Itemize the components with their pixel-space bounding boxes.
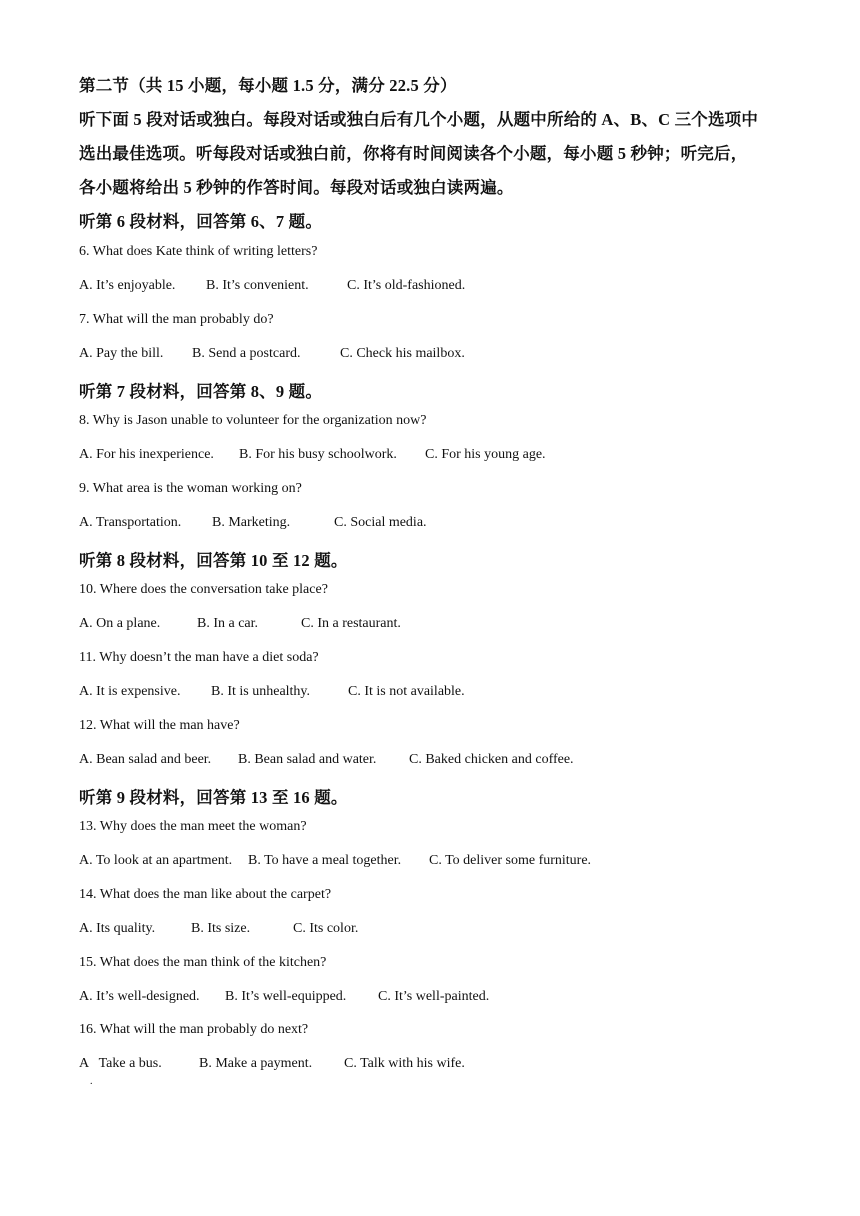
option-b: B. Send a postcard. [192,346,301,361]
option-a: A. Transportation. [79,515,182,530]
option-c: C. Its color. [293,921,359,936]
option-a: A. It is expensive. [79,684,181,699]
option-a: A. Its quality. [79,921,156,936]
option-b: B. Marketing. [212,515,291,530]
option-c: C. It’s old-fashioned. [347,278,466,293]
option-b: B. Its size. [191,921,251,936]
options-13 [79,853,591,869]
question-15: 15. What does the man think of the kitchen? [79,955,327,970]
question-10: 10. Where does the conversation take place? [79,582,328,597]
option-c: C. It’s well-painted. [378,989,490,1004]
option-a: A. Pay the bill. [79,346,164,361]
option-c: C. Baked chicken and coffee. [409,752,574,767]
options-14 [79,921,358,937]
question-6: 6. What does Kate think of writing letters? [79,244,318,259]
question-16: 16. What will the man probably do next? [79,1022,309,1037]
options-11 [79,684,465,700]
section-title: 第二节（共 15 小题，每小题 1.5 分，满分 22.5 分） [79,76,457,95]
options-10 [79,616,401,632]
option-b: B. To have a meal together. [248,853,402,868]
option-a: A. It’s enjoyable. [79,278,176,293]
options-15 [79,989,489,1005]
option-b: B. In a car. [197,616,259,631]
option-c: C. To deliver some furniture. [429,853,592,868]
option-c: C. Check his mailbox. [340,346,465,361]
option-b: B. It is unhealthy. [211,684,311,699]
question-11: 11. Why doesn’t the man have a diet soda? [79,650,319,665]
question-13: 13. Why does the man meet the woman? [79,819,307,834]
option-c: C. It is not available. [348,684,465,699]
option-c: C. For his young age. [425,447,546,462]
option-a: A. On a plane. [79,616,161,631]
group-header: 听第 6 段材料，回答第 6、7 题。 [79,212,323,231]
question-7: 7. What will the man probably do? [79,312,274,327]
option-c: C. In a restaurant. [301,616,401,631]
instructions-line-1: 听下面 5 段对话或独白。每段对话或独白后有几个小题，从题中所给的 A、B、C 三个选项中 [79,110,759,129]
group-header: 听第 7 段材料，回答第 8、9 题。 [79,382,323,401]
question-14: 14. What does the man like about the carpet? [79,887,332,902]
instructions-line-3: 各小题将给出 5 秒钟的作答时间。每段对话或独白读两遍。 [79,178,514,197]
question-12: 12. What will the man have? [79,718,240,733]
question-8: 8. Why is Jason unable to volunteer for the organization now? [79,413,427,428]
options-9 [79,515,427,531]
instructions-line-2: 选出最佳选项。听每段对话或独白前，你将有时间阅读各个小题，每小题 5 秒钟；听完后， [79,144,748,163]
option-a: A. It’s well-designed. [79,989,200,1004]
stray-mark: . [90,1076,93,1087]
option-c: C. Talk with his wife. [344,1056,465,1071]
option-a: A. For his inexperience. [79,447,214,462]
options-12 [79,752,574,768]
options-16 [79,1056,465,1072]
option-a: A. Bean salad and beer. [79,752,212,767]
option-b: B. It’s well-equipped. [225,989,347,1004]
options-7 [79,346,465,362]
option-b: B. For his busy schoolwork. [239,447,397,462]
question-9: 9. What area is the woman working on? [79,481,302,496]
option-a: A Take a bus. [79,1056,162,1071]
group-header: 听第 8 段材料，回答第 10 至 12 题。 [79,551,348,570]
options-8 [79,447,546,463]
option-b: B. It’s convenient. [206,278,309,293]
options-6 [79,278,465,294]
group-header: 听第 9 段材料，回答第 13 至 16 题。 [79,788,348,807]
option-c: C. Social media. [334,515,427,530]
option-a: A. To look at an apartment. [79,853,233,868]
option-b: B. Make a payment. [199,1056,313,1071]
option-b: B. Bean salad and water. [238,752,377,767]
